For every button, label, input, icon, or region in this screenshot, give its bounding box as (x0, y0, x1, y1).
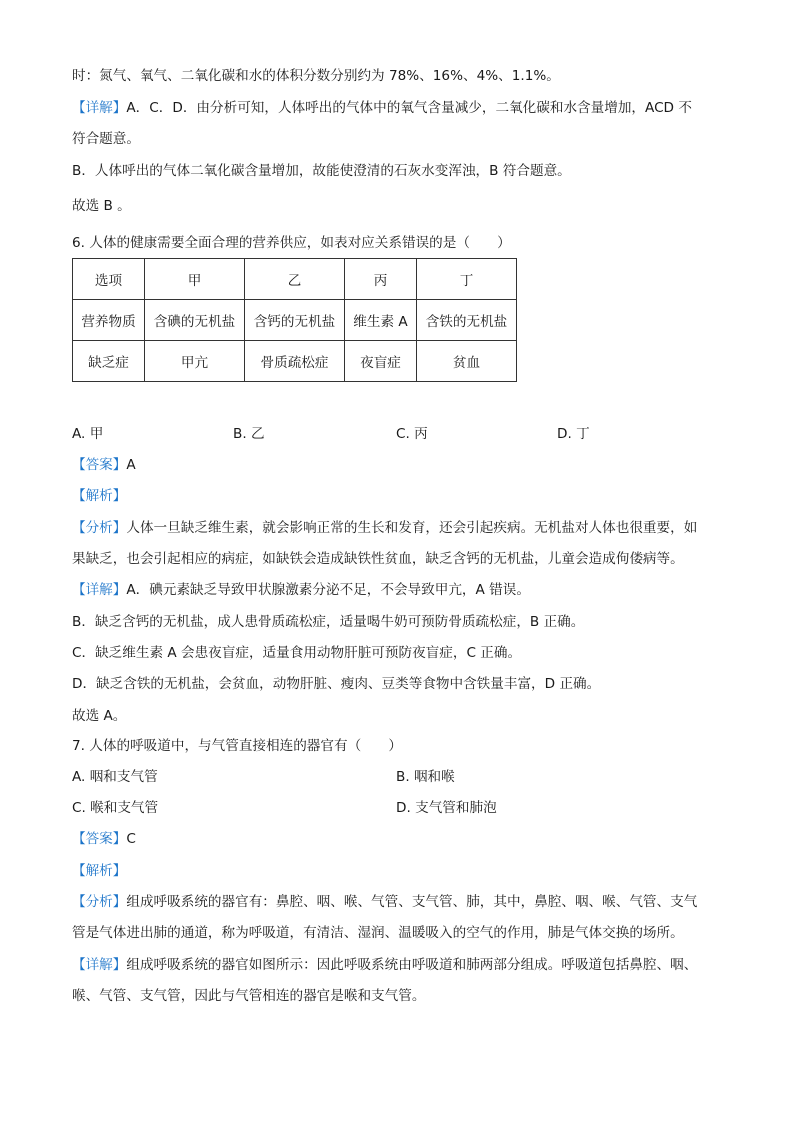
q7-option-a: A. 咽和支气管 (72, 769, 158, 785)
table-cell: 丁 (417, 259, 517, 300)
table-cell: 甲 (145, 259, 245, 300)
detail-tag: 【详解】 (72, 100, 127, 116)
q7-option-d: D. 支气管和肺泡 (396, 800, 497, 816)
q6-stem: 6. 人体的健康需要全面合理的营养供应，如表对应关系错误的是（ ） (72, 235, 511, 251)
table-row (73, 259, 517, 300)
table-cell: 夜盲症 (345, 341, 417, 382)
q7-fenxi-line-2: 管是气体进出肺的通道，称为呼吸道，有清洁、湿润、温暖吸入的空气的作用，肺是气体交换的场所。 (72, 925, 684, 941)
q6-answer: 【答案】A (72, 457, 136, 473)
q6-detail-line-2: B．缺乏含钙的无机盐，成人患骨质疏松症，适量喝牛奶可预防骨质疏松症，B 正确。 (72, 614, 585, 630)
intro-line-1: 时：氮气、氧气、二氧化碳和水的体积分数分别约为 78%、16%、4%、1.1%。 (72, 68, 560, 84)
table-cell: 营养物质 (73, 300, 145, 341)
table-cell: 选项 (73, 259, 145, 300)
fenxi-tag: 【分析】 (72, 520, 127, 536)
q6-detail-line-3: C．缺乏维生素 A 会患夜盲症，适量食用动物肝脏可预防夜盲症，C 正确。 (72, 645, 522, 661)
q7-stem: 7. 人体的呼吸道中，与气管直接相连的器官有（ ） (72, 738, 402, 754)
intro-conclusion: 故选 B 。 (72, 198, 131, 214)
q6-fenxi-line-1: 【分析】人体一旦缺乏维生素，就会影响正常的生长和发育，还会引起疾病。无机盐对人体也很重要，如 (72, 520, 698, 536)
q6-option-d: D. 丁 (557, 426, 590, 442)
table-row (73, 300, 517, 341)
intro-line-3: B．人体呼出的气体二氧化碳含量增加，故能使澄清的石灰水变浑浊，B 符合题意。 (72, 163, 571, 179)
q7-option-b: B. 咽和喉 (396, 769, 455, 785)
q7-analysis-tag: 【解析】 (72, 863, 127, 879)
intro-detail-line-1: 【详解】A．C．D．由分析可知，人体呼出的气体中的氧气含量减少，二氧化碳和水含量增加，ACD 不 (72, 100, 692, 116)
nutrition-table (72, 258, 517, 382)
q6-option-c: C. 丙 (396, 426, 428, 442)
table-cell: 甲亢 (145, 341, 245, 382)
q6-conclusion: 故选 A。 (72, 708, 127, 724)
answer-tag: 【答案】 (72, 457, 127, 473)
answer-tag: 【答案】 (72, 831, 127, 847)
table-cell: 贫血 (417, 341, 517, 382)
q7-detail-line-2: 喉、气管、支气管，因此与气管相连的器官是喉和支气管。 (72, 988, 426, 1004)
detail-tag: 【详解】 (72, 957, 127, 973)
table-cell: 丙 (345, 259, 417, 300)
q7-fenxi-line-1: 【分析】组成呼吸系统的器官有：鼻腔、咽、喉、气管、支气管、肺，其中，鼻腔、咽、喉、气管、支气 (72, 894, 698, 910)
table-cell: 含钙的无机盐 (245, 300, 345, 341)
q6-analysis-tag: 【解析】 (72, 488, 127, 504)
table-cell: 骨质疏松症 (245, 341, 345, 382)
table-cell: 维生素 A (345, 300, 417, 341)
q7-answer: 【答案】C (72, 831, 136, 847)
table-cell: 乙 (245, 259, 345, 300)
q6-option-b: B. 乙 (233, 426, 265, 442)
q6-fenxi-line-2: 果缺乏，也会引起相应的病症，如缺铁会造成缺铁性贫血，缺乏含钙的无机盐，儿童会造成佝偻病等。 (72, 551, 684, 567)
q6-detail-line-1: 【详解】A．碘元素缺乏导致甲状腺激素分泌不足，不会导致甲亢，A 错误。 (72, 582, 530, 598)
q7-detail-line-1: 【详解】组成呼吸系统的器官如图所示：因此呼吸系统由呼吸道和肺两部分组成。呼吸道包括鼻腔、咽、 (72, 957, 698, 973)
detail-tag: 【详解】 (72, 582, 127, 598)
fenxi-tag: 【分析】 (72, 894, 127, 910)
q6-option-a: A. 甲 (72, 426, 104, 442)
q7-option-c: C. 喉和支气管 (72, 800, 159, 816)
table-cell: 含铁的无机盐 (417, 300, 517, 341)
intro-detail-line-2: 符合题意。 (72, 131, 140, 147)
table-cell: 缺乏症 (73, 341, 145, 382)
table-row (73, 341, 517, 382)
table-cell: 含碘的无机盐 (145, 300, 245, 341)
q6-detail-line-4: D．缺乏含铁的无机盐，会贫血，动物肝脏、瘦肉、豆类等食物中含铁量丰富，D 正确。 (72, 676, 601, 692)
